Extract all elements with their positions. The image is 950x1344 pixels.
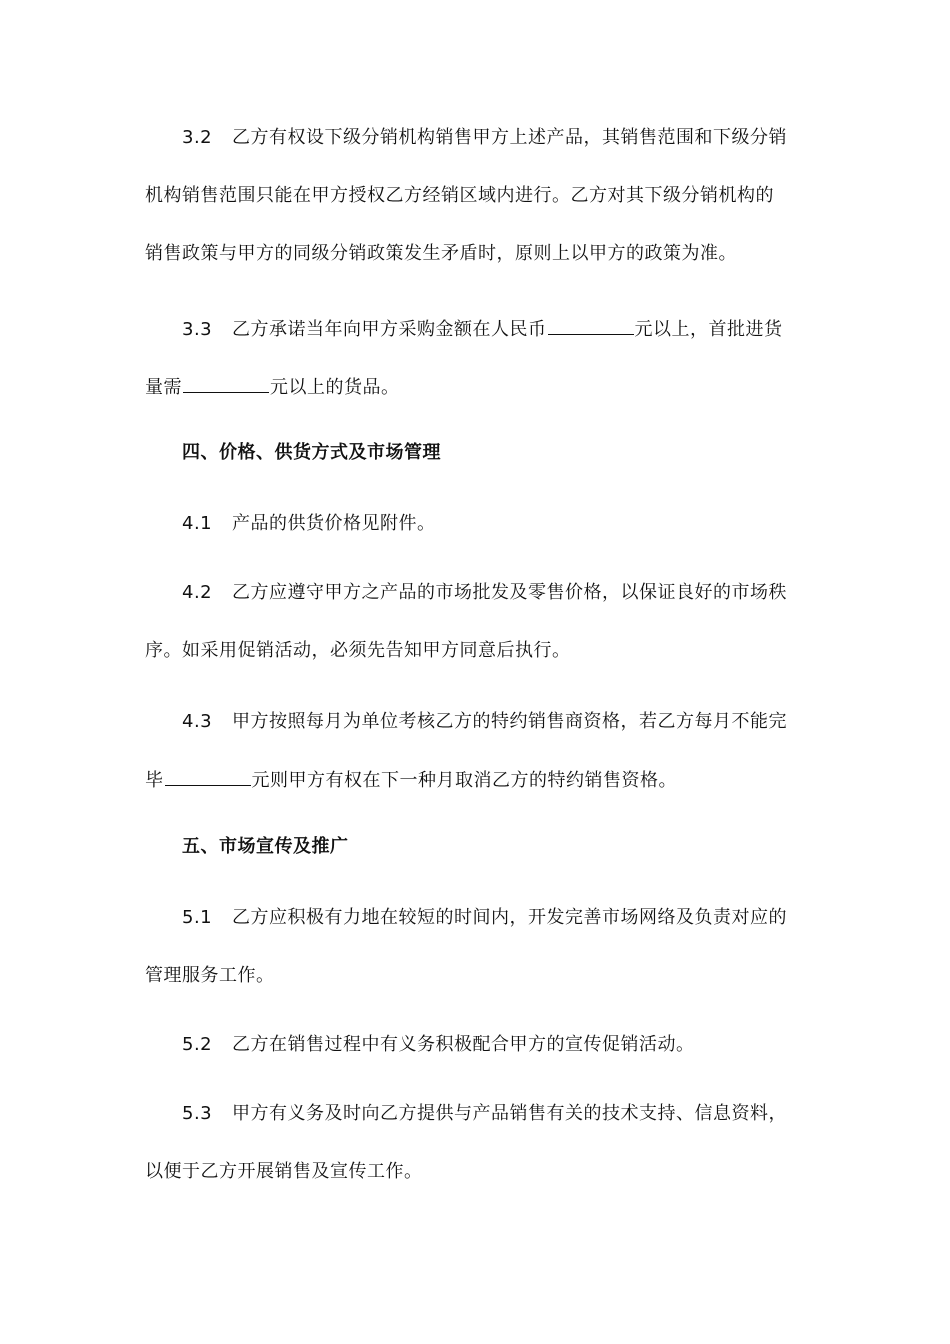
clause-text: 乙方在销售过程中有义务积极配合甲方的宣传促销活动。 (232, 1034, 695, 1055)
clause-3-3-line-2 (145, 372, 810, 401)
fill-in-blank[interactable] (183, 372, 269, 393)
fill-in-blank[interactable] (548, 314, 634, 335)
clause-4-2-line-2: 序。如采用促销活动，必须先告知甲方同意后执行。 (145, 640, 571, 661)
clause-3-2-line-3: 销售政策与甲方的同级分销政策发生矛盾时，原则上以甲方的政策为准。 (145, 243, 737, 264)
clause-text: 元则甲方有权在下一种月取消乙方的特约销售资格。 (251, 770, 677, 791)
clause-number: 4.3 (182, 711, 213, 732)
clause-text: 乙方应积极有力地在较短的时间内，开发完善市场网络及负责对应的 (232, 907, 787, 928)
clause-text: 产品的供货价格见附件。 (232, 513, 436, 534)
clause-number: 4.1 (182, 513, 213, 534)
clause-4-1-line-1 (182, 511, 847, 537)
clause-5-1-line-2: 管理服务工作。 (145, 965, 275, 986)
clause-text: 元以上，首批进货 (634, 319, 783, 340)
clause-text: 元以上的货品。 (270, 377, 400, 398)
clause-4-2-line-1 (182, 580, 847, 606)
clause-number: 3.2 (182, 127, 213, 148)
clause-number: 5.2 (182, 1034, 213, 1055)
clause-text: 乙方承诺当年向甲方采购金额在人民币 (232, 319, 547, 340)
clause-text: 甲方按照每月为单位考核乙方的特约销售商资格，若乙方每月不能完 (232, 711, 787, 732)
clause-4-3-line-2 (145, 765, 810, 794)
clause-text: 量需 (145, 377, 182, 398)
clause-5-2-line-1 (182, 1032, 847, 1058)
clause-3-2-line-1 (182, 125, 847, 151)
clause-text: 乙方应遵守甲方之产品的市场批发及零售价格，以保证良好的市场秩 (232, 582, 787, 603)
clause-text: 乙方有权设下级分销机构销售甲方上述产品，其销售范围和下级分销 (232, 127, 787, 148)
clause-number: 5.1 (182, 907, 213, 928)
clause-3-2-line-2: 机构销售范围只能在甲方授权乙方经销区域内进行。乙方对其下级分销机构的 (145, 185, 774, 206)
fill-in-blank[interactable] (165, 765, 251, 786)
clause-3-3-line-1 (182, 314, 847, 343)
clause-5-3-line-2: 以便于乙方开展销售及宣传工作。 (145, 1161, 423, 1182)
clause-text: 毕 (145, 770, 164, 791)
clause-number: 4.2 (182, 582, 213, 603)
clause-5-1-line-1 (182, 905, 847, 931)
section-heading-4: 四、价格、供货方式及市场管理 (182, 442, 441, 463)
section-heading-5: 五、市场宣传及推广 (182, 836, 349, 857)
clause-5-3-line-1 (182, 1101, 847, 1127)
clause-text: 甲方有义务及时向乙方提供与产品销售有关的技术支持、信息资料， (232, 1103, 787, 1124)
clause-4-3-line-1 (182, 709, 847, 735)
clause-number: 3.3 (182, 319, 213, 340)
clause-number: 5.3 (182, 1103, 213, 1124)
